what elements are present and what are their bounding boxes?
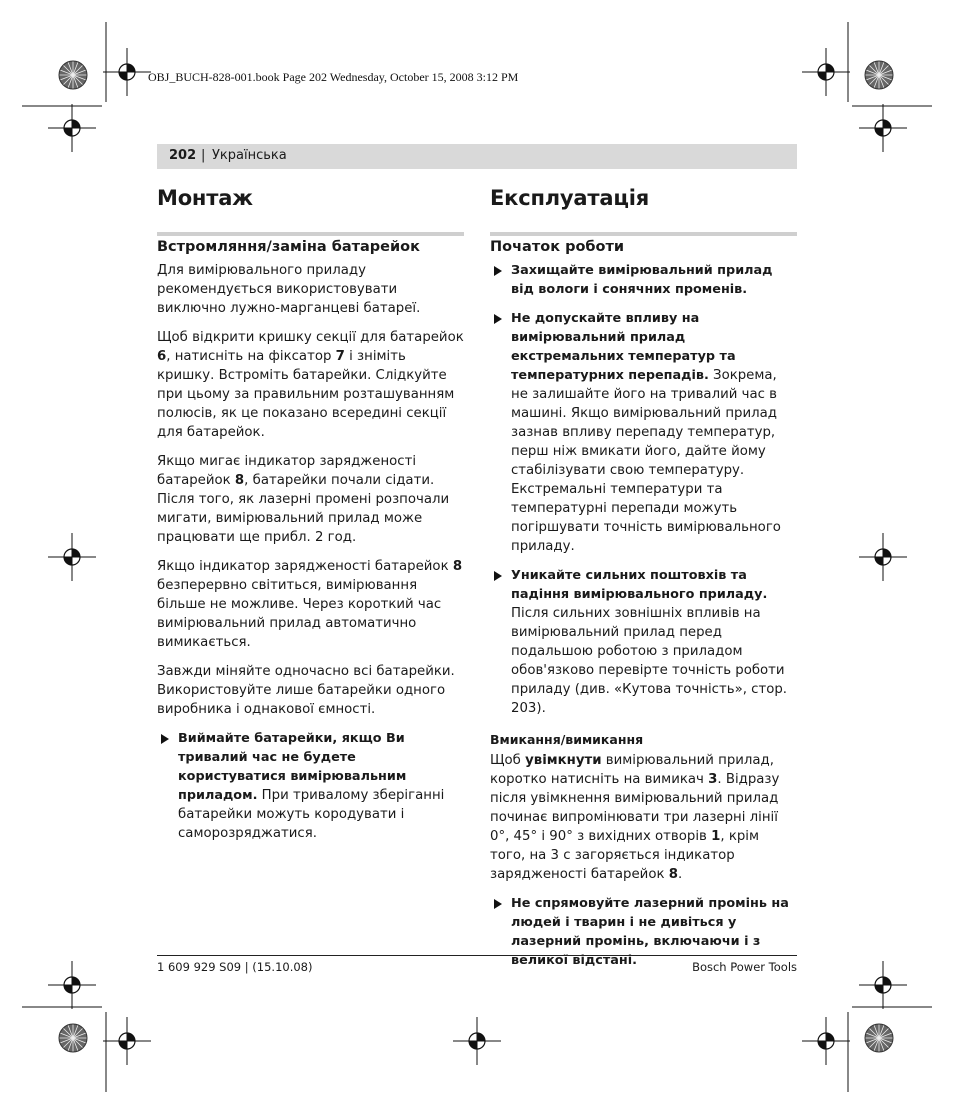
triangle-bullet-icon	[494, 266, 502, 276]
footer-brand: Bosch Power Tools	[692, 960, 797, 974]
triangle-bullet-icon	[494, 314, 502, 324]
crosshair-mark	[859, 961, 907, 1009]
paragraph: Для вимірювального приладу рекомендується використовувати виключно лужно-марганцеві батареї.	[157, 263, 421, 316]
paragraph: Якщо індикатор зарядженості батарейок 8 безперервно світиться, вимірювання більше не можливе. Через короткий час вимірювальний прилад автоматично вимикається.	[157, 559, 463, 650]
subsection-title: Початок роботи	[490, 239, 625, 255]
header-language: Українська	[212, 148, 287, 163]
crosshair-mark	[48, 961, 96, 1009]
crosshair-mark	[48, 533, 96, 581]
subsection-small-title: Вмикання/вимикання	[490, 732, 644, 747]
crosshair-mark	[453, 1017, 501, 1065]
left-column	[157, 186, 464, 853]
warning-item: Захищайте вимірювальний прилад від вологи і сонячних променів.	[490, 261, 797, 299]
right-column	[490, 186, 797, 980]
warning-item: Виймайте батарейки, якщо Ви тривалий час не будете користуватися вимірювальним приладом. При тривалому зберіганні батарейки можуть кородувати і саморозряджатися.	[157, 729, 464, 843]
crosshair-mark	[103, 1017, 151, 1065]
section-title: Монтаж	[157, 186, 253, 210]
subsection-heading	[490, 232, 797, 255]
starburst-mark-bottom-right	[865, 1024, 893, 1052]
header-separator: |	[201, 148, 206, 163]
page-header-bar	[157, 144, 797, 169]
triangle-bullet-icon	[494, 899, 502, 909]
starburst-mark-bottom-left	[59, 1024, 87, 1052]
subsection-title: Встромляння/заміна батарейок	[157, 239, 420, 255]
section-title: Експлуатація	[490, 186, 649, 210]
book-file-info: OBJ_BUCH-828-001.book Page 202 Wednesday, October 15, 2008 3:12 PM	[148, 70, 519, 84]
footer-document-code: 1 609 929 S09 | (15.10.08)	[157, 960, 313, 974]
paragraph: Завжди міняйте одночасно всі батарейки. Використовуйте лише батарейки одного виробника і однакової ємності.	[157, 664, 455, 717]
crosshair-mark	[802, 1017, 850, 1065]
starburst-mark-top-left	[59, 61, 87, 89]
crosshair-mark	[103, 48, 151, 96]
triangle-bullet-icon	[494, 571, 502, 581]
warning-item: Уникайте сильних поштовхів та падіння вимірювального приладу. Після сильних зовнішніх впливів на вимірювальний прилад перед подальшою роботою з приладом обов'язково перевірте точність роботи приладу (див. «Кутова точність», стор. 203).	[490, 566, 797, 718]
warning-item: Не допускайте впливу на вимірювальний прилад екстремальних температур та температурних перепадів. Зокрема, не залишайте його на тривалий час в машині. Якщо вимірювальний прилад зазнав впливу перепаду температур, перш ніж вмикати його, дайте йому стабілізувати свою температуру. Екстремальні температури та температурні перепади можуть погіршувати точність вимірювального приладу.	[490, 309, 797, 556]
paragraph: Щоб відкрити кришку секції для батарейок 6, натисніть на фіксатор 7 і зніміть кришку. Встроміть батарейки. Слідкуйте при цьому за правильним розташуванням полюсів, як це показано всередині секції для батарейок.	[157, 330, 464, 440]
crosshair-mark	[859, 104, 907, 152]
crosshair-mark	[859, 533, 907, 581]
crosshair-mark	[48, 104, 96, 152]
paragraph: Щоб увімкнути вимірювальний прилад, коротко натисніть на вимикач 3. Відразу після увімкнення вимірювальний прилад починає випромінювати три лазерні лінії 0°, 45° і 90° з вихідних отворів 1, крім того, на 3 с загоряється індикатор зарядженості батарейок 8.	[490, 753, 780, 882]
footer-rule	[157, 955, 797, 956]
page-number: 202	[169, 148, 197, 163]
starburst-mark-top-right	[865, 61, 893, 89]
warning-item: Не спрямовуйте лазерний промінь на людей і тварин і не дивіться у лазерний промінь, включаючи і з великої відстані.	[490, 894, 797, 970]
crosshair-mark	[802, 48, 850, 96]
triangle-bullet-icon	[161, 734, 169, 744]
paragraph: Якщо мигає індикатор зарядженості батарейок 8, батарейки почали сідати. Після того, як лазерні промені розпочали мигати, вимірювальний прилад може працювати ще прибл. 2 год.	[157, 454, 450, 545]
subsection-heading	[157, 232, 464, 255]
